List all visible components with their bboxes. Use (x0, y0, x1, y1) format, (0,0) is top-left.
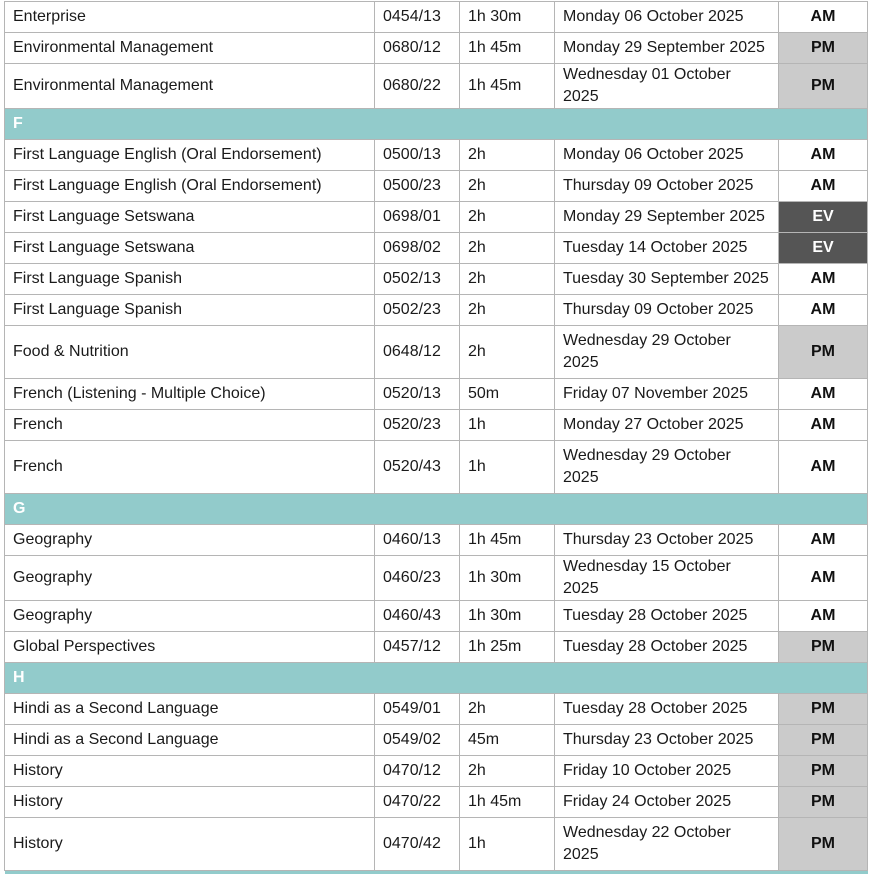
session-cell: EV (779, 202, 868, 233)
section-letter: G (5, 494, 868, 525)
duration-cell: 45m (460, 725, 555, 756)
table-row (5, 725, 868, 756)
component-code-cell: 0460/13 (375, 525, 460, 556)
component-code-cell: 0502/23 (375, 295, 460, 326)
table-row (5, 441, 868, 494)
duration-cell: 1h 45m (460, 787, 555, 818)
subject-cell: Geography (5, 556, 375, 601)
duration-cell: 2h (460, 694, 555, 725)
subject-cell: First Language English (Oral Endorsement) (5, 171, 375, 202)
session-cell: PM (779, 818, 868, 871)
component-code-cell: 0680/22 (375, 64, 460, 109)
session-cell: AM (779, 556, 868, 601)
subject-cell: French (5, 410, 375, 441)
session-cell: AM (779, 601, 868, 632)
session-cell: AM (779, 410, 868, 441)
subject-cell: History (5, 756, 375, 787)
date-cell: Tuesday 30 September 2025 (555, 264, 779, 295)
table-row (5, 264, 868, 295)
duration-cell: 2h (460, 140, 555, 171)
section-letter-row (5, 109, 868, 140)
component-code-cell: 0520/13 (375, 379, 460, 410)
component-code-cell: 0698/01 (375, 202, 460, 233)
table-row (5, 787, 868, 818)
duration-cell: 2h (460, 295, 555, 326)
component-code-cell: 0470/12 (375, 756, 460, 787)
table-row (5, 295, 868, 326)
exam-timetable (4, 1, 868, 874)
date-cell: Thursday 09 October 2025 (555, 295, 779, 326)
date-cell: Tuesday 14 October 2025 (555, 233, 779, 264)
date-cell: Wednesday 01 October 2025 (555, 64, 779, 109)
session-cell: AM (779, 441, 868, 494)
date-cell: Wednesday 29 October 2025 (555, 326, 779, 379)
date-cell: Thursday 23 October 2025 (555, 725, 779, 756)
session-cell: PM (779, 64, 868, 109)
table-row (5, 525, 868, 556)
subject-cell: Environmental Management (5, 64, 375, 109)
date-cell: Thursday 09 October 2025 (555, 171, 779, 202)
subject-cell: Food & Nutrition (5, 326, 375, 379)
duration-cell: 2h (460, 264, 555, 295)
subject-cell: French (5, 441, 375, 494)
component-code-cell: 0460/43 (375, 601, 460, 632)
duration-cell: 1h 30m (460, 2, 555, 33)
duration-cell: 1h 30m (460, 601, 555, 632)
subject-cell: Global Perspectives (5, 632, 375, 663)
table-row (5, 818, 868, 871)
timetable-body (5, 2, 868, 874)
session-cell: PM (779, 632, 868, 663)
session-cell: AM (779, 379, 868, 410)
table-row (5, 171, 868, 202)
date-cell: Friday 10 October 2025 (555, 756, 779, 787)
session-cell: AM (779, 295, 868, 326)
component-code-cell: 0457/12 (375, 632, 460, 663)
duration-cell: 2h (460, 171, 555, 202)
subject-cell: Hindi as a Second Language (5, 725, 375, 756)
session-cell: AM (779, 525, 868, 556)
date-cell: Monday 06 October 2025 (555, 140, 779, 171)
component-code-cell: 0500/23 (375, 171, 460, 202)
component-code-cell: 0470/42 (375, 818, 460, 871)
component-code-cell: 0698/02 (375, 233, 460, 264)
component-code-cell: 0502/13 (375, 264, 460, 295)
subject-cell: First Language Spanish (5, 295, 375, 326)
subject-cell: Hindi as a Second Language (5, 694, 375, 725)
next-section-strip (5, 871, 868, 874)
date-cell: Monday 29 September 2025 (555, 33, 779, 64)
table-row (5, 33, 868, 64)
date-cell: Tuesday 28 October 2025 (555, 601, 779, 632)
table-row (5, 64, 868, 109)
section-letter-row (5, 663, 868, 694)
session-cell: PM (779, 787, 868, 818)
subject-cell: French (Listening - Multiple Choice) (5, 379, 375, 410)
session-cell: AM (779, 171, 868, 202)
session-cell: EV (779, 233, 868, 264)
session-cell: PM (779, 326, 868, 379)
component-code-cell: 0470/22 (375, 787, 460, 818)
date-cell: Monday 06 October 2025 (555, 2, 779, 33)
subject-cell: First Language English (Oral Endorsement) (5, 140, 375, 171)
table-row (5, 379, 868, 410)
component-code-cell: 0460/23 (375, 556, 460, 601)
subject-cell: First Language Spanish (5, 264, 375, 295)
table-row (5, 233, 868, 264)
table-row (5, 410, 868, 441)
subject-cell: First Language Setswana (5, 233, 375, 264)
component-code-cell: 0680/12 (375, 33, 460, 64)
duration-cell: 1h 45m (460, 33, 555, 64)
subject-cell: First Language Setswana (5, 202, 375, 233)
section-letter: F (5, 109, 868, 140)
date-cell: Wednesday 22 October 2025 (555, 818, 779, 871)
component-code-cell: 0520/23 (375, 410, 460, 441)
subject-cell: Geography (5, 601, 375, 632)
section-letter: H (5, 663, 868, 694)
duration-cell: 2h (460, 233, 555, 264)
table-row (5, 601, 868, 632)
duration-cell: 50m (460, 379, 555, 410)
duration-cell: 1h 45m (460, 64, 555, 109)
subject-cell: Geography (5, 525, 375, 556)
component-code-cell: 0500/13 (375, 140, 460, 171)
date-cell: Monday 29 September 2025 (555, 202, 779, 233)
duration-cell: 1h 30m (460, 556, 555, 601)
duration-cell: 1h (460, 441, 555, 494)
subject-cell: History (5, 818, 375, 871)
session-cell: AM (779, 264, 868, 295)
duration-cell: 2h (460, 326, 555, 379)
date-cell: Thursday 23 October 2025 (555, 525, 779, 556)
duration-cell: 2h (460, 756, 555, 787)
table-row (5, 556, 868, 601)
table-row (5, 140, 868, 171)
component-code-cell: 0454/13 (375, 2, 460, 33)
date-cell: Tuesday 28 October 2025 (555, 694, 779, 725)
date-cell: Wednesday 29 October 2025 (555, 441, 779, 494)
table-row (5, 202, 868, 233)
subject-cell: Environmental Management (5, 33, 375, 64)
table-row (5, 326, 868, 379)
session-cell: PM (779, 694, 868, 725)
date-cell: Monday 27 October 2025 (555, 410, 779, 441)
duration-cell: 1h 25m (460, 632, 555, 663)
date-cell: Friday 24 October 2025 (555, 787, 779, 818)
duration-cell: 2h (460, 202, 555, 233)
subject-cell: History (5, 787, 375, 818)
duration-cell: 1h (460, 818, 555, 871)
session-cell: PM (779, 756, 868, 787)
date-cell: Wednesday 15 October 2025 (555, 556, 779, 601)
table-row (5, 2, 868, 33)
table-row (5, 632, 868, 663)
date-cell: Friday 07 November 2025 (555, 379, 779, 410)
component-code-cell: 0549/02 (375, 725, 460, 756)
subject-cell: Enterprise (5, 2, 375, 33)
duration-cell: 1h (460, 410, 555, 441)
table-row (5, 694, 868, 725)
date-cell: Tuesday 28 October 2025 (555, 632, 779, 663)
session-cell: AM (779, 2, 868, 33)
duration-cell: 1h 45m (460, 525, 555, 556)
section-letter-row (5, 494, 868, 525)
component-code-cell: 0648/12 (375, 326, 460, 379)
component-code-cell: 0520/43 (375, 441, 460, 494)
table-row (5, 756, 868, 787)
session-cell: PM (779, 725, 868, 756)
session-cell: PM (779, 33, 868, 64)
session-cell: AM (779, 140, 868, 171)
next-section-edge (5, 871, 868, 874)
component-code-cell: 0549/01 (375, 694, 460, 725)
